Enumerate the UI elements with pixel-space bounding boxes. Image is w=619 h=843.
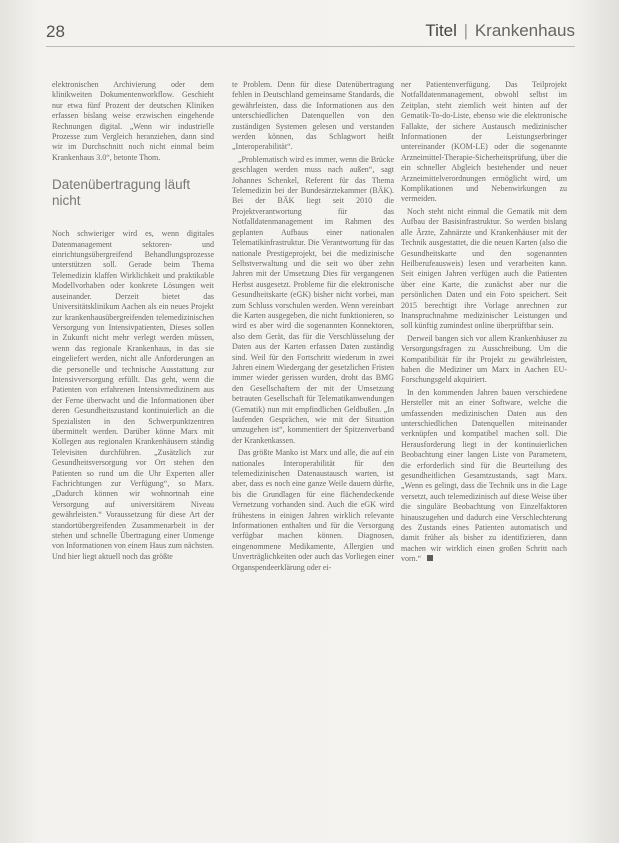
text-column-1 bbox=[52, 80, 214, 562]
page-number: 28 bbox=[46, 22, 65, 41]
paragraph-final bbox=[401, 388, 567, 565]
text-column-3 bbox=[401, 80, 567, 565]
paragraph: te Problem. Denn für diese Datenübertragung fehlen in Deutschland gemeinsame Standards, die gewährleisten, dass die Informationen aus den unterschiedlichen Datenquellen von den zuständigen Systemen gelesen und verstanden werden können, das Schlagwort heißt „Interoperabilität“. bbox=[232, 80, 394, 152]
page-shadow bbox=[579, 0, 619, 843]
paragraph: Noch schwieriger wird es, wenn digitales Datenmanagement sektoren- und einrichtungsübergreifend Behandlungsprozesse unterstützen soll. Gerade beim Thema Telemedizin klaffen Wirklichkeit und praktikable Modellvorhaben oder konkrete Lösungen weit auseinander. Derzeit bietet das Universitätsklinikum Aachen als ein neues Projekt zur krankenhausübergreifenden telemedizinischen Versorgung von Intensivpatienten, Dieses sollen in Zukunft nicht mehr verlegt werden müssen, wenn das regionale Krankenhaus, in das sie eingeliefert werden, nicht alle Anforderungen an die personelle und technische Ausstattung zur Intensivversorgung erfüllt. Das geht, wenn die Patienten von erfahrenen Intensivmedizinern aus der Ferne überwacht und die Informationen über deren Gesundheitszustand kontinuierlich an die Spezialisten in den Schwerpunktzentren übermittelt werden. Darüber könne Marx mit Kollegen aus regionalen Krankenhäusern ständig Televisiten durchführen. „Zusätzlich zur Gesundheitsversorgung vor Ort stehen den Patienten so rund um die Uhr Experten aller Fachrichtungen zur Verfügung“, so Marx. „Dadurch können wir wohnortnah eine Versorgung auf universitärem Niveau gewährleisten.“ Voraussetzung für diese Art der standortübergreifenden Zusammenarbeit in der stehen und schnelle Übertragung einer Unmenge von Informationen von einem Haus zum nächsten. Und hier liegt aktuell noch das größte bbox=[52, 229, 214, 561]
paragraph: Noch steht nicht einmal die Gematik mit dem Aufbau der Basisinfrastruktur. So werden bislang alle Ärzte, Zahnärzte und Krankenhäuser mit der Technik ausgestattet, die die neuen Karten (also die Gesundheitskarte und den sogenannten Heilberufeausweis) lesen und verarbeiten kann. Seit einigen Jahren verfügen auch die Patienten über eine Karte, die zunächst aber nur die persönlichen Daten und ein Foto speichert. Seit 2015 berechtigt ihre Vorlage anrechnen zur Inanspruchnahme medizinischer Leistungen und soll künftig zumindest online überprüftbar sein. bbox=[401, 206, 567, 331]
paragraph: elektronischen Archivierung oder dem klinikweiten Dokumentenworkflow. Geschieht nur etwa fünf Prozent der deutschen Kliniken erfassen bislang weise erzwischen eingehende Rechnungen digital. „Wenn wir industrielle Prozesse zum Vergleich heranziehen, dann sind wir im Durchschnitt noch nicht einmal beim Krankenhaus 3.0“, betonte Thom. bbox=[52, 80, 214, 162]
paragraph: „Problematisch wird es immer, wenn die Brücke geschlagen werden muss nach außen“, sagt Johannes Schenkel, Referent für das Thema Telemedizin bei der Bundesärztekammer (BÄK). Bei der BÄK liegt seit 2010 die Projektverantwortung für das Notfalldatenmanagement im Rahmen des geplanten Aufbaus einer nationalen Telematikinfrastruktur. Die Verantwortung für das nationale Prestigeprojekt, bei die medizinische Selbstverwaltung und die seit wo über zehn Jahren mit der Umsetzung Dies für vergangenen Herbst ausgesetzt. Probleme für die elektronische Gesundheitskarte (eGK) bisher nicht vorbei, man zum Schluss vorschulen werden. Wenn vereinbart die Karten ausgegeben, die nicht funktionieren, so wird es aber wird die sogenannten Konnektoren, also dem Gerät, das für die Verschlüsselung der Daten aus der Karten erfassen Daten zuständig sind. Weil für den Fortschritt wiederum in zwei Jahren einem Wiedergang der gesetzlichen Fristen immer wieder gerissen wurden, droht das BMG den Gesellschaftern der mit der Umsetzung betrauten Gesellschaft für Telematikanwendungen (Gematik) nun mit empfindlichen Geldbußen. „In laufenden Gesprächen, wie mit der Situation umzugehen ist“, kommentiert der Spitzenverband der Krankenkassen. bbox=[232, 154, 394, 445]
header-divider bbox=[46, 46, 575, 47]
paragraph: Derweil bangen sich vor allem Krankenhäuser zu Versorgungsfragen zu Ausschreibung. Um die Kompatibilität für ihr Projekt zu gewährleisten, haben die Mediziner um Marx in Aachen EU-Forschungsgeld akquiriert. bbox=[401, 333, 567, 385]
paragraph-final-text: In den kommenden Jahren bauen verschiedene Hersteller mit an einer Software, welche die umfassenden medizinischen Daten aus den unterschiedlichen Datenquellen miteinander verknüpfen und kompatibel machen soll. Die Herausforderung liegt in der kontinuierlichen Beobachtung einer langen Liste von Parametern, die erforderlich sind für die Beurteilung des gesundheitlichen Gesamtzustands, sagt Marx. „Wenn es gelingt, dass die Technik uns in die Lage versetzt, auch telemedizinisch auf diese Weise über die singuläre Beobachtung von Einzelfaktoren hinauszugehen und dadurch eine Verschlechterung des Zustands eines Patienten automatisch und damit früher als bisher zu identifizieren, dann machen wir wirklich einen großen Schritt nach vorn.“ bbox=[401, 387, 567, 564]
subheading: Datenübertragung läuft nicht bbox=[52, 177, 191, 209]
section-title: Krankenhaus bbox=[474, 21, 575, 40]
paragraph: Das größte Manko ist Marx und alle, die auf ein nationales Interoperabilität für den telemedizinischen Datenaustausch warten, ist aber, dass es noch eine ganze Weile dauern dürfte, bis die Grundlagen für eine flächendeckende Vernetzung vorhanden sind. Auch die eGK wird frühestens in einigen Jahren wirklich relevante Informationen enthalten und für die Versorgung verfügbar machen können. Diagnosen, eingenommene Medikamente, Allergien und Unverträglichkeiten oder auch das Vorliegen einer Organspendeerklärung oder ei- bbox=[232, 448, 394, 572]
rubric-title: Titel bbox=[425, 21, 457, 40]
text-column-2 bbox=[232, 80, 394, 573]
end-of-article-mark bbox=[427, 555, 433, 561]
header-separator: | bbox=[463, 21, 469, 40]
paragraph: ner Patientenverfügung. Das Teilprojekt Notfalldatenmanagement, obwohl selbst im Zeitplan, steht ziemlich weit hinten auf der Gematik-To-do-Liste, ebenso wie die elektronische Fallakte, der sichere Austausch medizinischer Informationen der Leistungserbringer untereinander (KOM-LE) oder die sogenannte Arzneimittel-Therapie-Sicherheitsprüfung, über die ein schneller Abgleich bestehender und neuer Arzneimittelverordnungen ermöglicht wird, um Komplikationen und Nebenwirkungen zu vermeiden. bbox=[401, 80, 567, 204]
running-header bbox=[425, 21, 575, 41]
